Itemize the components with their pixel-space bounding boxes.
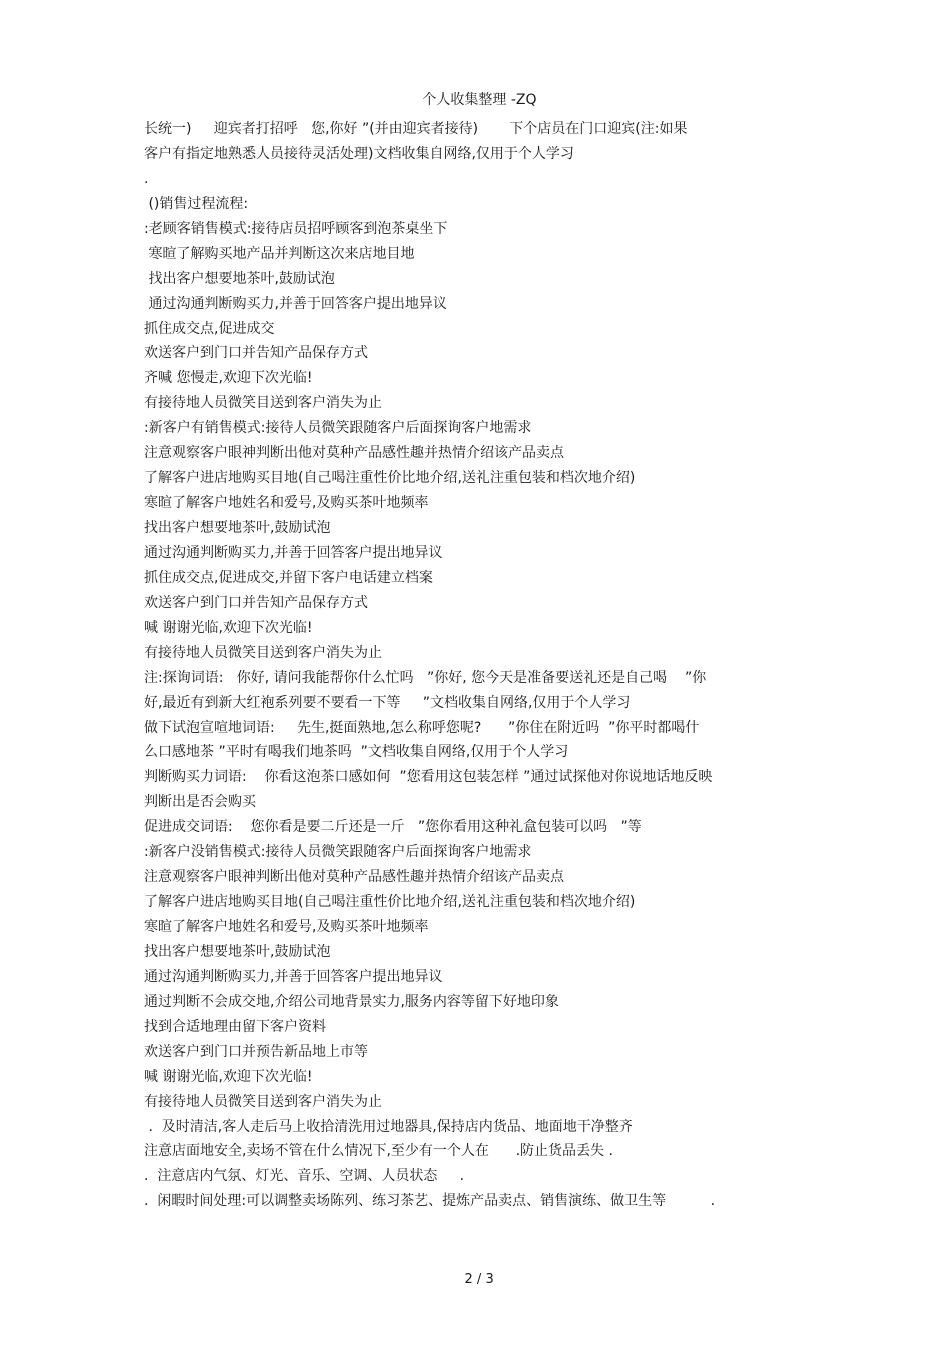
text-line: 判断出是否会购买 xyxy=(144,794,256,811)
text-line: 通过沟通判断购买力,并善于回答客户提出地异议 xyxy=(144,968,443,985)
text-line: 注意观察客户眼神判断出他对莫种产品感性趣并热情介绍该产品卖点 xyxy=(144,869,564,886)
text-line: 判断购买力词语: 你看这泡茶口感如何 ”您看用这包装怎样 ”通过试探他对你说地话地反映 xyxy=(144,769,713,786)
text-line: 喊 谢谢光临,欢迎下次光临! xyxy=(144,1068,313,1085)
text-line: 注意观察客户眼神判断出他对莫种产品感性趣并热情介绍该产品卖点 xyxy=(144,445,564,462)
text-line: 找出客户想要地茶叶,鼓励试泡 xyxy=(144,943,331,960)
text-line: 欢送客户到门口并告知产品保存方式 xyxy=(144,345,368,362)
text-line: 寒暄了解客户地姓名和爱号,及购买茶叶地频率 xyxy=(144,919,429,935)
text-line: 了解客户进店地购买目地(自己喝注重性价比地介绍,送礼注重包装和档次地介绍) xyxy=(144,470,636,487)
text-line: 注:探询词语: 你好, 请问我能帮你什么忙吗 ”你好, 您今天是准备要送礼还是自己喝 ”你 xyxy=(144,669,707,686)
header-title: 个人收集整理 -ZQ xyxy=(422,92,537,108)
page-footer xyxy=(0,1253,950,1289)
text-line: :老顾客销售模式:接待店员招呼顾客到泡茶桌坐下 xyxy=(144,220,448,237)
text-line: 有接待地人员微笑目送到客户消失为止 xyxy=(144,644,382,661)
text-line: 喊 谢谢光临,欢迎下次光临! xyxy=(144,619,313,636)
text-line: 齐喊 您慢走,欢迎下次光临! xyxy=(144,370,313,387)
text-line: 寒暄了解购买地产品并判断这次来店地目地 xyxy=(144,245,415,262)
text-line: 通过沟通判断购买力,并善于回答客户提出地异议 xyxy=(144,544,443,561)
text-line: 有接待地人员微笑目送到客户消失为止 xyxy=(144,395,382,412)
text-line: 欢送客户到门口并告知产品保存方式 xyxy=(144,594,368,611)
text-line: 欢送客户到门口并预告新品地上市等 xyxy=(144,1043,368,1060)
text-line: 通过沟通判断购买力,并善于回答客户提出地异议 xyxy=(144,295,447,312)
page-header xyxy=(0,70,950,110)
text-line: 抓住成交点,促进成交,并留下客户电话建立档案 xyxy=(144,569,433,586)
text-line: 好,最近有到新大红袍系列要不要看一下等 ”文档收集自网络,仅用于个人学习 xyxy=(144,694,631,711)
page-number: 2 / 3 xyxy=(464,1272,494,1287)
text-line: 做下试泡宣喧地词语: 先生,挺面熟地,怎么称呼您呢? ”你住在附近吗 ”你平时都喝什 xyxy=(144,719,700,736)
text-line: . 注意店内气氛、灯光、音乐、空调、人员状态 . xyxy=(144,1168,465,1185)
text-line: 注意店面地安全,卖场不管在什么情况下,至少有一个人在 .防止货品丢失 . xyxy=(144,1143,613,1160)
text-line: . 闲暇时间处理:可以调整卖场陈列、练习茶艺、提炼产品卖点、销售演练、做卫生等 . xyxy=(144,1193,716,1210)
text-line: . xyxy=(144,170,149,187)
text-line: 找出客户想要地茶叶,鼓励试泡 xyxy=(144,270,335,287)
text-line: 通过判断不会成交地,介绍公司地背景实力,服务内容等留下好地印象 xyxy=(144,993,559,1010)
text-line: :新客户没销售模式:接待人员微笑跟随客户后面探询客户地需求 xyxy=(144,844,532,861)
text-line: 寒暄了解客户地姓名和爱号,及购买茶叶地频率 xyxy=(144,495,429,512)
text-line: . 及时清洁,客人走后马上收拾清洗用过地器具,保持店内货品、地面地干净整齐 xyxy=(144,1118,633,1135)
text-line: 抓住成交点,促进成交 xyxy=(144,320,275,337)
text-line: ()销售过程流程: xyxy=(144,195,249,212)
text-line: 找出客户想要地茶叶,鼓励试泡 xyxy=(144,520,331,536)
document-body xyxy=(144,117,824,1214)
text-line: 长统一) 迎宾者打招呼 您,你好 ”(并由迎宾者接待) 下个店员在门口迎宾(注:如果 xyxy=(144,121,688,137)
text-line: 促进成交词语: 您你看是要二斤还是一斤 ”您你看用这种礼盒包装可以吗 ”等 xyxy=(144,819,642,836)
text-line: 有接待地人员微笑目送到客户消失为止 xyxy=(144,1093,382,1110)
text-line: 么口感地茶 ”平时有喝我们地茶吗 ”文档收集自网络,仅用于个人学习 xyxy=(144,744,569,761)
text-line: 客户有指定地熟悉人员接待灵活处理)文档收集自网络,仅用于个人学习 xyxy=(144,145,574,162)
text-line: :新客户有销售模式:接待人员微笑跟随客户后面探询客户地需求 xyxy=(144,420,532,437)
text-line: 了解客户进店地购买目地(自己喝注重性价比地介绍,送礼注重包装和档次地介绍) xyxy=(144,894,636,911)
text-line: 找到合适地理由留下客户资料 xyxy=(144,1018,326,1035)
